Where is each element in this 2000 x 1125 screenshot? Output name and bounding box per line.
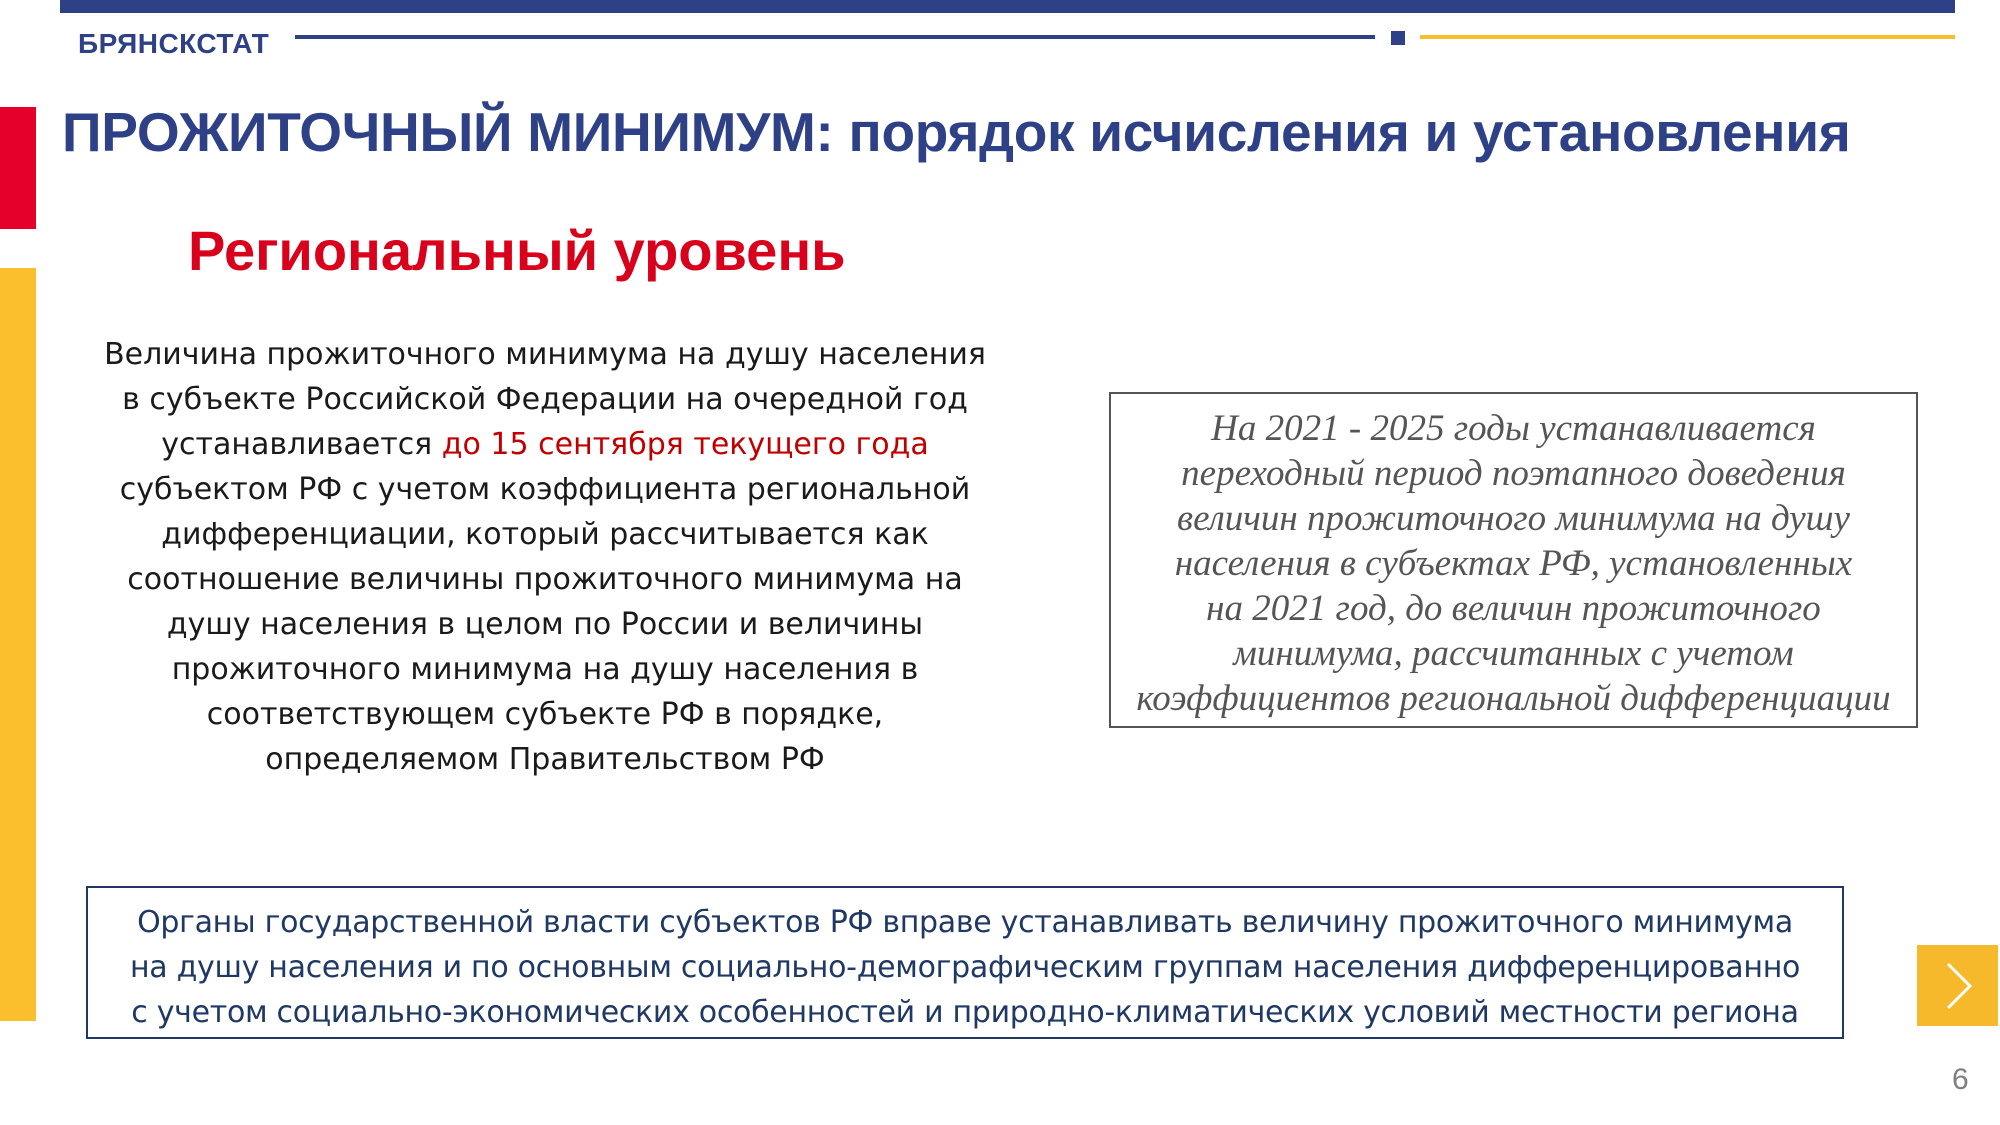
header-rule-blue <box>295 35 1375 39</box>
body-line: душу населения в целом по России и величины <box>166 607 924 642</box>
header-rule-square <box>1391 31 1405 45</box>
body-line: в субъекте Российской Федерации на очередной год <box>122 382 968 417</box>
page-title: ПРОЖИТОЧНЫЙ МИНИМУМ: порядок исчисления и установления <box>62 101 1851 163</box>
body-line: соответствующем субъекте РФ в порядке, <box>206 697 884 732</box>
body-line: дифференциации, который рассчитывается как <box>161 517 929 552</box>
note-line: минимума, рассчитанных с учетом <box>1233 633 1794 674</box>
authority-note-box <box>86 886 1844 1039</box>
page-number: 6 <box>1952 1063 1969 1096</box>
body-line: Величина прожиточного минимума на душу населения <box>104 337 986 372</box>
chevron-right-icon <box>1938 958 1978 1014</box>
body-line: субъектом РФ с учетом коэффициента региональной <box>119 472 971 507</box>
transition-period-note <box>1109 392 1918 728</box>
body-line <box>60 422 1030 467</box>
note-line: На 2021 - 2025 годы устанавливается <box>1211 408 1816 449</box>
body-paragraph <box>60 332 1030 782</box>
body-line: соотношение величины прожиточного минимума на <box>127 562 963 597</box>
note-line: величин прожиточного минимума на душу <box>1177 498 1850 539</box>
note-line: коэффициентов региональной дифференциации <box>1136 678 1891 719</box>
top-bar <box>60 0 1955 13</box>
footer-line: с учетом социально-экономических особенностей и природно-климатических условий местности региона <box>131 995 1799 1030</box>
footer-line: Органы государственной власти субъектов РФ вправе устанавливать величину прожиточного минимума <box>137 905 1793 940</box>
section-heading: Региональный уровень <box>188 219 846 282</box>
accent-bar-yellow <box>0 268 36 1021</box>
body-line: определяемом Правительством РФ <box>265 742 825 777</box>
body-line: прожиточного минимума на душу населения в <box>171 652 919 687</box>
header-rule-gold <box>1420 35 1955 39</box>
accent-bar-red <box>0 107 36 229</box>
org-label: БРЯНСКСТАТ <box>78 28 270 59</box>
note-line: населения в субъектах РФ, установленных <box>1174 543 1853 584</box>
note-line: переходный период поэтапного доведения <box>1181 453 1846 494</box>
next-slide-button[interactable] <box>1917 945 1998 1026</box>
footer-line: на душу населения и по основным социально-демографическим группам населения дифференцированно <box>129 950 1801 985</box>
deadline-highlight: до 15 сентября текущего года <box>441 427 929 462</box>
body-line-prefix: устанавливается <box>161 427 442 462</box>
note-line: на 2021 год, до величин прожиточного <box>1206 588 1821 629</box>
